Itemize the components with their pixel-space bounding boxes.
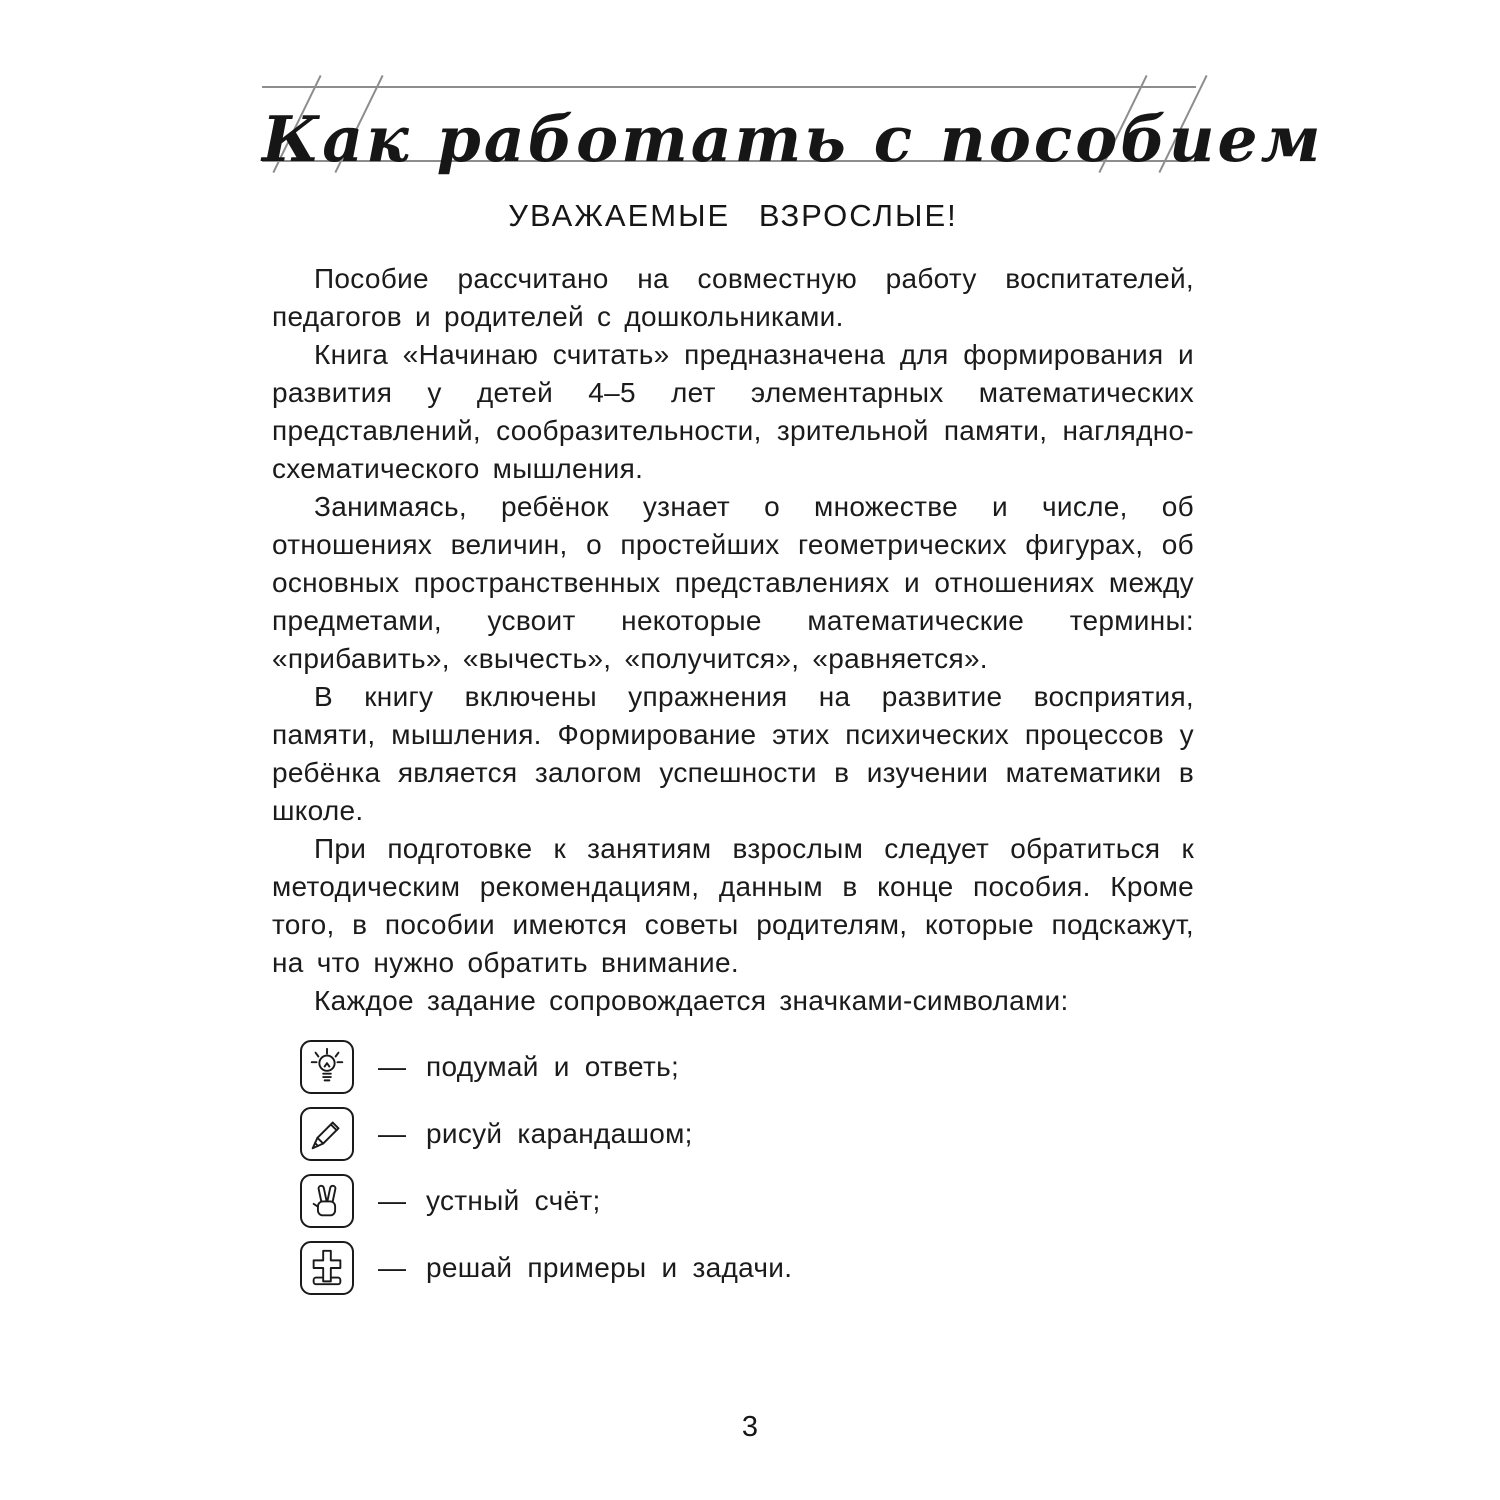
page-number: 3 (741, 1411, 759, 1443)
legend-row (300, 1107, 1194, 1161)
plus-minus-icon (300, 1241, 354, 1295)
legend-row (300, 1241, 1194, 1295)
pencil-icon (300, 1107, 354, 1161)
hand-counting-icon (300, 1174, 354, 1228)
legend-label: устный счёт; (426, 1185, 601, 1216)
paragraph: Пособие рассчитано на совместную работу воспитателей, педагогов и родителей с дошкольниками. (272, 263, 1194, 332)
legend-row (300, 1174, 1194, 1228)
paragraph: При подготовке к занятиям взрослым следует обратиться к методическим рекомендациям, данным в конце пособия. Кроме того, в пособии имеются советы родителям, которые подскажут, на что нужно обратить внимание. (272, 833, 1194, 978)
section-heading: УВАЖАЕМЫЕ ВЗРОСЛЫЕ! (508, 198, 958, 233)
legend-label: решай примеры и задачи. (426, 1252, 793, 1283)
paragraph: Книга «Начинаю считать» предназначена для формирования и развития у детей 4–5 лет элементарных математических представлений, сообразительности, зрительной памяти, наглядно-схематического мышления. (272, 339, 1194, 484)
symbols-legend (272, 1040, 1194, 1295)
lightbulb-icon (300, 1040, 354, 1094)
legend-label: рисуй карандашом; (426, 1118, 693, 1149)
legend-dash: — (378, 1252, 406, 1283)
page-title: Как работать с пособием (262, 102, 1324, 176)
legend-dash: — (378, 1051, 406, 1082)
paragraph: Занимаясь, ребёнок узнает о множестве и числе, об отношениях величин, о простейших геометрических фигурах, об основных пространственных представлениях и отношениях между предметами, усвоит некоторые математические термины: «прибавить», «вычесть», «получится», «равняется». (272, 491, 1194, 674)
title-band (262, 86, 1324, 176)
paragraph: В книгу включены упражнения на развитие восприятия, памяти, мышления. Формирование этих психических процессов у ребёнка является залогом успешности в изучении математики в школе. (272, 681, 1194, 826)
guide-line-top (262, 86, 1196, 88)
legend-label: подумай и ответь; (426, 1051, 680, 1082)
page-content (272, 198, 1194, 1295)
legend-row (300, 1040, 1194, 1094)
paragraph: Каждое задание сопровождается значками-символами: (314, 985, 1069, 1016)
legend-dash: — (378, 1185, 406, 1216)
legend-dash: — (378, 1118, 406, 1149)
